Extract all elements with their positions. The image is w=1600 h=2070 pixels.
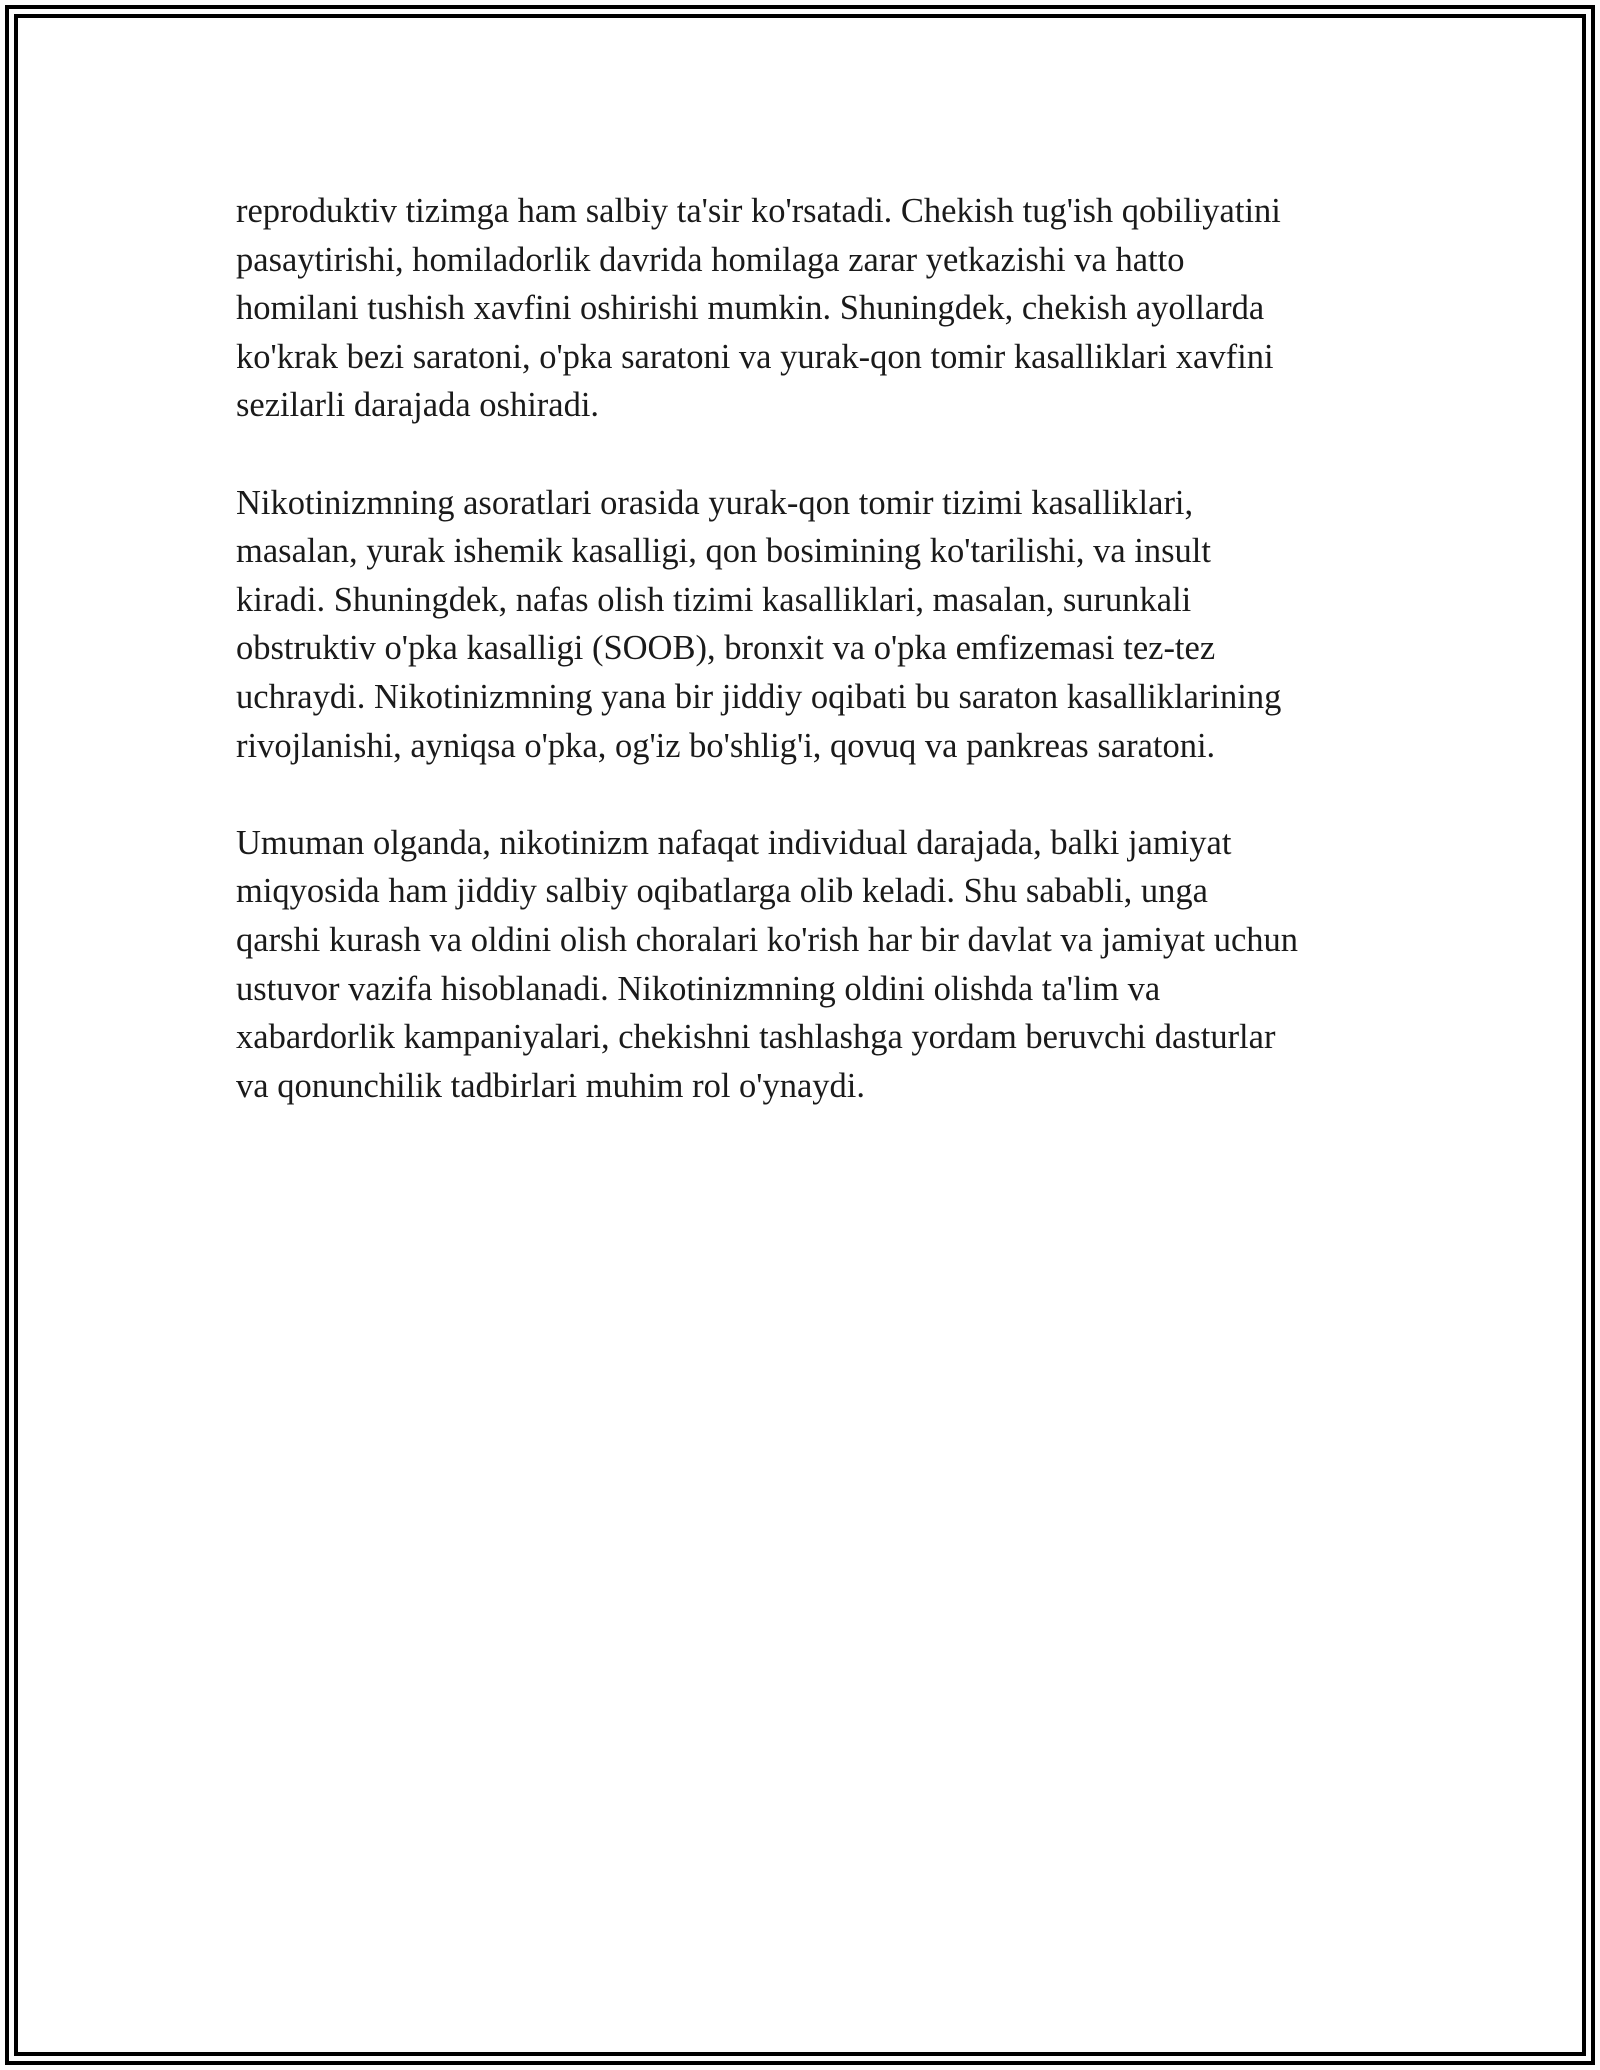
text-line: masalan, yurak ishemik kasalligi, qon bosimining ko'tarilishi, va insult [236,532,1211,571]
document-body [236,187,1386,1159]
text-line: sezilarli darajada oshiradi. [236,386,600,425]
text-line: pasaytirishi, homiladorlik davrida homilaga zarar yetkazishi va hatto [236,240,1185,279]
text-line: Nikotinizmning asoratlari orasida yurak-qon tomir tizimi kasalliklari, [236,483,1194,522]
text-line: va qonunchilik tadbirlari muhim rol o'ynaydi. [236,1066,866,1105]
text-line: ustuvor vazifa hisoblanadi. Nikotinizmning oldini olishda ta'lim va [236,969,1161,1008]
text-line: reproduktiv tizimga ham salbiy ta'sir ko'rsatadi. Chekish tug'ish qobiliyatini [236,192,1281,230]
paragraph-2 [236,479,1386,771]
text-line: uchraydi. Nikotinizmning yana bir jiddiy oqibati bu saraton kasalliklarining [236,677,1282,716]
text-line: Umuman olganda, nikotinizm nafaqat individual darajada, balki jamiyat [236,823,1232,862]
text-line: kiradi. Shuningdek, nafas olish tizimi kasalliklari, masalan, surunkali [236,580,1192,619]
text-line: homilani tushish xavfini oshirishi mumkin. Shuningdek, chekish ayollarda [236,289,1265,328]
text-line: xabardorlik kampaniyalari, chekishni tashlashga yordam beruvchi dasturlar [236,1018,1276,1057]
paragraph-3 [236,819,1386,1111]
text-line: qarshi kurash va oldini olish choralari ko'rish har bir davlat va jamiyat uchun [236,920,1299,959]
paragraph-1 [236,187,1386,430]
text-line: ko'krak bezi saratoni, o'pka saratoni va yurak-qon tomir kasalliklari xavfini [236,337,1274,376]
text-line: miqyosida ham jiddiy salbiy oqibatlarga olib keladi. Shu sababli, unga [236,872,1208,911]
text-line: obstruktiv o'pka kasalligi (SOOB), bronxit va o'pka emfizemasi tez-tez [236,629,1216,668]
text-line: rivojlanishi, ayniqsa o'pka, og'iz bo'shlig'i, qovuq va pankreas saratoni. [236,726,1216,765]
